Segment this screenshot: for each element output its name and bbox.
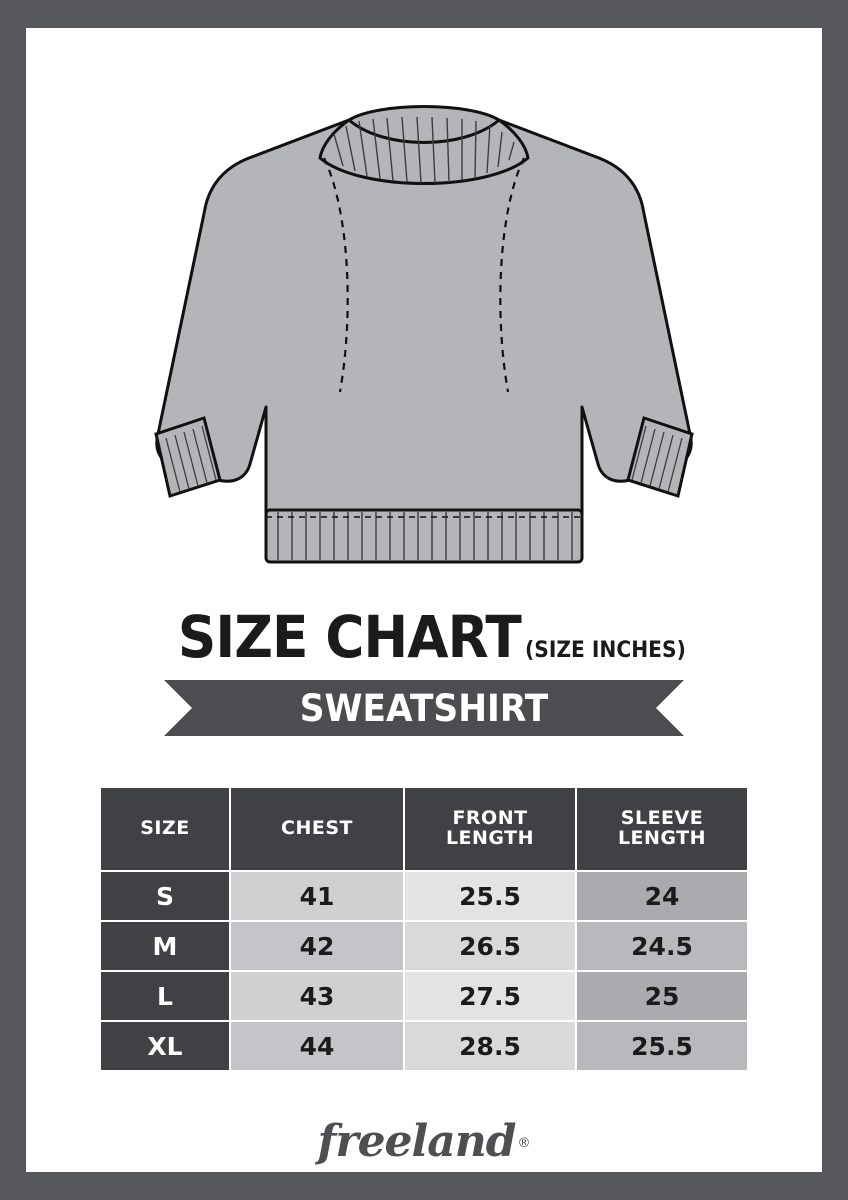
page-title: [148, 603, 700, 671]
brand-logo-text: freeland: [317, 1116, 516, 1167]
cell-sleeve-length: 24.5: [576, 921, 748, 971]
cell-sleeve-length: 24: [576, 871, 748, 921]
cell-front-length: 27.5: [404, 971, 576, 1021]
cell-chest: 41: [230, 871, 404, 921]
table-row: [100, 921, 748, 971]
sweatshirt-illustration: [144, 62, 704, 602]
table-row: [100, 871, 748, 921]
cell-chest: 44: [230, 1021, 404, 1071]
cell-size: XL: [100, 1021, 230, 1071]
table-header-size: SIZE: [100, 787, 230, 871]
cell-size: S: [100, 871, 230, 921]
brand-logo: [317, 1116, 530, 1167]
ribbon-label-text: SWEATSHIRT: [299, 686, 549, 730]
registered-trademark-icon: ®: [517, 1136, 531, 1151]
cell-front-length: 25.5: [404, 871, 576, 921]
cell-sleeve-length: 25.5: [576, 1021, 748, 1071]
cell-chest: 43: [230, 971, 404, 1021]
cell-front-length: 26.5: [404, 921, 576, 971]
table-header-front-length: [404, 787, 576, 871]
table-header-sleeve-length: [576, 787, 748, 871]
table-header-sleeve-line2: LENGTH: [617, 827, 707, 849]
cell-front-length: 28.5: [404, 1021, 576, 1071]
cell-chest: 42: [230, 921, 404, 971]
table-header-row: [100, 787, 748, 871]
title-main-text: SIZE CHART: [177, 603, 522, 671]
table-row: [100, 971, 748, 1021]
title-unit-text: (SIZE INCHES): [525, 638, 686, 663]
table-header-chest: CHEST: [230, 787, 404, 871]
cell-size: M: [100, 921, 230, 971]
table-header-front-line2: LENGTH: [445, 827, 535, 849]
table-row: [100, 1021, 748, 1071]
table-header-sleeve-line1: SLEEVE: [620, 807, 704, 830]
table-header-front-line1: FRONT: [452, 807, 528, 830]
product-ribbon: [164, 680, 684, 736]
cell-sleeve-length: 25: [576, 971, 748, 1021]
cell-size: L: [100, 971, 230, 1021]
poster-sheet: [26, 28, 822, 1172]
size-chart-table: [99, 786, 749, 1072]
